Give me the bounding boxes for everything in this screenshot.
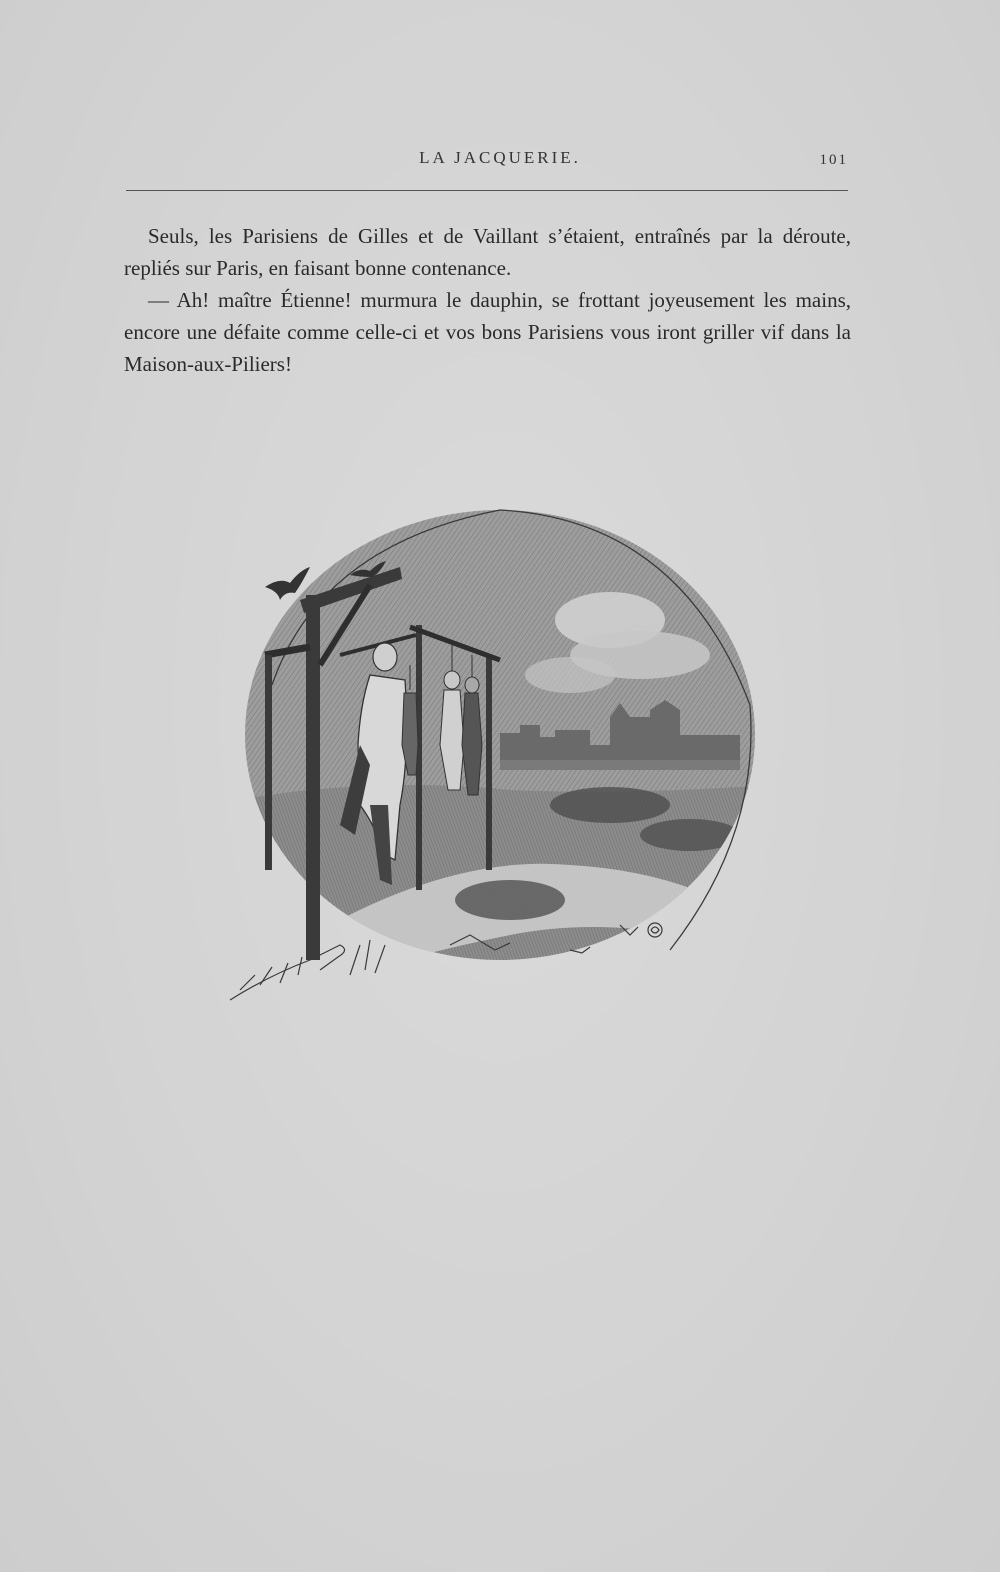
gallows-engraving-icon [210,505,770,1015]
page-number: 101 [819,152,848,168]
header-rule [126,190,848,191]
paragraph-2: — Ah! maître Étienne! murmura le dauphin, se frottant joyeusement les mains, encore une défaite comme celle-ci et vos bons Parisiens vous iront griller vif dans la Maison-aux-Piliers! [124,288,851,376]
body-text [124,220,851,380]
running-title: LA JACQUERIE. [419,148,581,167]
paragraph-1: Seuls, les Parisiens de Gilles et de Vaillant s’étaient, entraînés par la déroute, repliés sur Paris, en faisant bonne contenance. [124,224,851,280]
